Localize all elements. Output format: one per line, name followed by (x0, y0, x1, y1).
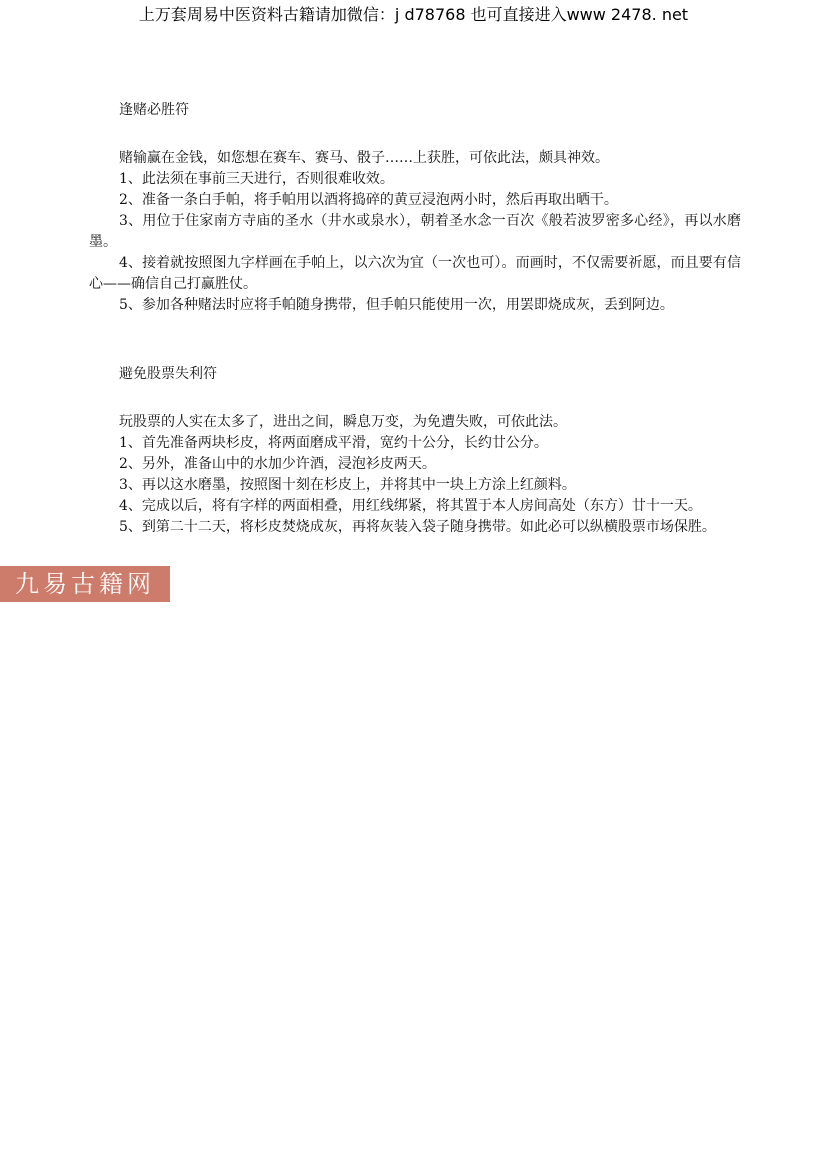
document-body (89, 100, 741, 538)
paragraph: 2、准备一条白手帕，将手帕用以酒将捣碎的黄豆浸泡两小时，然后再取出晒干。 (119, 192, 618, 208)
paragraph: 5、到第二十二天，将杉皮焚烧成灰，再将灰装入袋子随身携带。如此必可以纵横股票市场保胜。 (119, 519, 716, 535)
paragraph: 4、完成以后，将有字样的两面相叠，用红线绑紧，将其置于本人房间高处（东方）廿十一天。 (119, 498, 702, 514)
paragraph: 1、首先准备两块杉皮，将两面磨成平滑，宽约十公分，长约廿公分。 (119, 435, 548, 451)
paragraph: 赌输赢在金钱，如您想在赛车、赛马、骰子……上获胜，可依此法，颇具神效。 (119, 150, 609, 166)
section-title: 避免股票失利符 (119, 366, 217, 382)
paragraph: 玩股票的人实在太多了，进出之间，瞬息万变，为免遭失败，可依此法。 (119, 414, 567, 430)
paragraph: 2、另外，准备山中的水加少许酒，浸泡衫皮两天。 (119, 456, 436, 472)
paragraph: 3、用位于住家南方寺庙的圣水（井水或泉水），朝着圣水念一百次《般若波罗密多心经》，再以水磨墨。 (89, 213, 741, 250)
paragraph: 5、参加各种赌法时应将手帕随身携带，但手帕只能使用一次，用罢即烧成灰，丢到阿边。 (119, 297, 674, 313)
paragraph: 4、接着就按照图九字样画在手帕上，以六次为宜（一次也可）。而画时，不仅需要祈愿，而且要有信心——确信自己打赢胜仗。 (89, 255, 741, 292)
watermark-logo: 九易古籍网 (0, 566, 170, 602)
paragraph: 3、再以这水磨墨，按照图十刻在杉皮上，并将其中一块上方涂上红颜料。 (119, 477, 576, 493)
section-title: 逢赌必胜符 (119, 102, 189, 118)
top-banner: 上万套周易中医资料古籍请加微信：j d78768 也可直接进入www 2478. net (138, 5, 689, 24)
paragraph: 1、此法须在事前三天进行，否则很难收效。 (119, 171, 394, 187)
